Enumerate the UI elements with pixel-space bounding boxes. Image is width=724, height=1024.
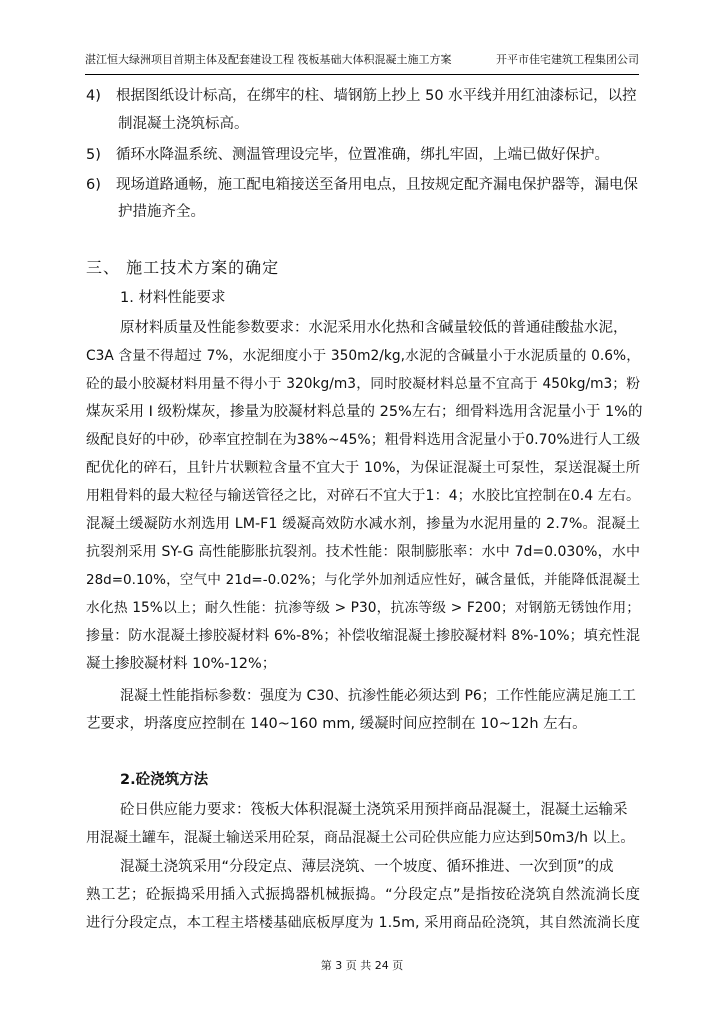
item-continuation: 制混凝土浇筑标高。 <box>118 116 249 132</box>
page-number-footer: 第 3 页 共 24 页 <box>320 959 404 972</box>
item-text: 根据图纸设计标高，在绑牢的柱、墙钢筋上抄上 50 水平线并用红油漆标记，以控 <box>116 88 637 104</box>
paragraph-line: 28d=0.10%，空气中 21d=-0.02%；与化学外加剂适应性好，碱含量低，并能降低混凝土 <box>86 572 640 588</box>
item-continuation: 护措施齐全。 <box>118 204 205 220</box>
paragraph-line: 抗裂剂采用 SY-G 高性能膨胀抗裂剂。技术性能：限制膨胀率：水中 7d=0.030%，水中 <box>86 544 640 560</box>
paragraph-line: 级配良好的中砂，砂率宜控制在为38%~45%；粗骨料选用含泥量小于0.70%进行人工级 <box>86 432 640 448</box>
paragraph-line: 熟工艺；砼振捣采用插入式振捣器机械振捣。“分段定点”是指按砼浇筑自然流淌长度 <box>86 887 640 903</box>
list-item <box>86 86 637 106</box>
paragraph-line: 煤灰采用 I 级粉煤灰，掺量为胶凝材料总量的 25%左右；细骨料选用含泥量小于 1%的 <box>86 404 643 420</box>
subsection-heading: 1. 材料性能要求 <box>120 290 226 306</box>
paragraph-line: 混凝土浇筑采用“分段定点、薄层浇筑、一个坡度、循环推进、一次到顶”的成 <box>120 859 614 875</box>
paragraph-line: 砼的最小胶凝材料用量不得小于 320kg/m3，同时胶凝材料总量不宜高于 450kg/m3；粉 <box>86 376 640 392</box>
list-item <box>86 145 609 165</box>
header-company: 开平市佳宅建筑工程集团公司 <box>496 53 639 66</box>
paragraph-line: 砼日供应能力要求：筏板大体积混凝土浇筑采用预拌商品混凝土，混凝土运输采 <box>120 802 628 818</box>
paragraph-line: 艺要求，坍落度应控制在 140~160 mm, 缓凝时间应控制在 10~12h 左右。 <box>86 716 587 732</box>
paragraph-line: 用粗骨料的最大粒径与输送管径之比，对碎石不宜大于1：4；水胶比宜控制在0.4 左右。 <box>86 488 640 504</box>
subsection-heading: 2.砼浇筑方法 <box>120 772 209 788</box>
item-number: 5) <box>86 147 101 163</box>
paragraph-line: 凝土掺胶凝材料 10%-12%； <box>86 656 277 672</box>
paragraph-line: 混凝土性能指标参数：强度为 C30、抗渗性能必须达到 P6；工作性能应满足施工工 <box>120 688 636 704</box>
paragraph-line: 混凝土缓凝防水剂选用 LM-F1 缓凝高效防水减水剂，掺量为水泥用量的 2.7%。混凝土 <box>86 516 640 532</box>
list-item <box>86 175 638 195</box>
paragraph-line: 用混凝土罐车，混凝土输送采用砼泵，商品混凝土公司砼供应能力应达到50m3/h 以上。 <box>86 830 635 846</box>
item-text: 现场道路通畅，施工配电箱接送至备用电点，且按规定配齐漏电保护器等，漏电保 <box>116 177 638 193</box>
item-number: 4) <box>86 88 101 104</box>
paragraph-line: 配优化的碎石，且针片状颗粒含量不宜大于 10%，为保证混凝土可泵性，泵送混凝土所 <box>86 460 640 476</box>
item-number: 6) <box>86 177 101 193</box>
page-header <box>85 52 639 75</box>
paragraph-line: 掺量：防水混凝土掺胶凝材料 6%-8%；补偿收缩混凝土掺胶凝材料 8%-10%；填充性混 <box>86 628 640 644</box>
section-heading: 三、 施工技术方案的确定 <box>86 258 280 277</box>
paragraph-line: C3A 含量不得超过 7%，水泥细度小于 350m2/kg,水泥的含碱量小于水泥质量的 0.6%， <box>86 348 640 364</box>
paragraph-line: 进行分段定点，本工程主塔楼基础底板厚度为 1.5m, 采用商品砼浇筑，其自然流淌长度 <box>86 915 640 931</box>
paragraph-line: 水化热 15%以上；耐久性能：抗渗等级 > P30，抗冻等级 > F200；对钢筋无锈蚀作用； <box>86 600 640 616</box>
item-text: 循环水降温系统、测温管理设完毕，位置准确，绑扎牢固，上端已做好保护。 <box>116 147 609 163</box>
paragraph-line: 原材料质量及性能参数要求：水泥采用水化热和含碱量较低的普通硅酸盐水泥， <box>120 320 628 336</box>
header-title: 湛江恒大绿洲项目首期主体及配套建设工程 筏板基础大体积混凝土施工方案 <box>85 53 452 66</box>
